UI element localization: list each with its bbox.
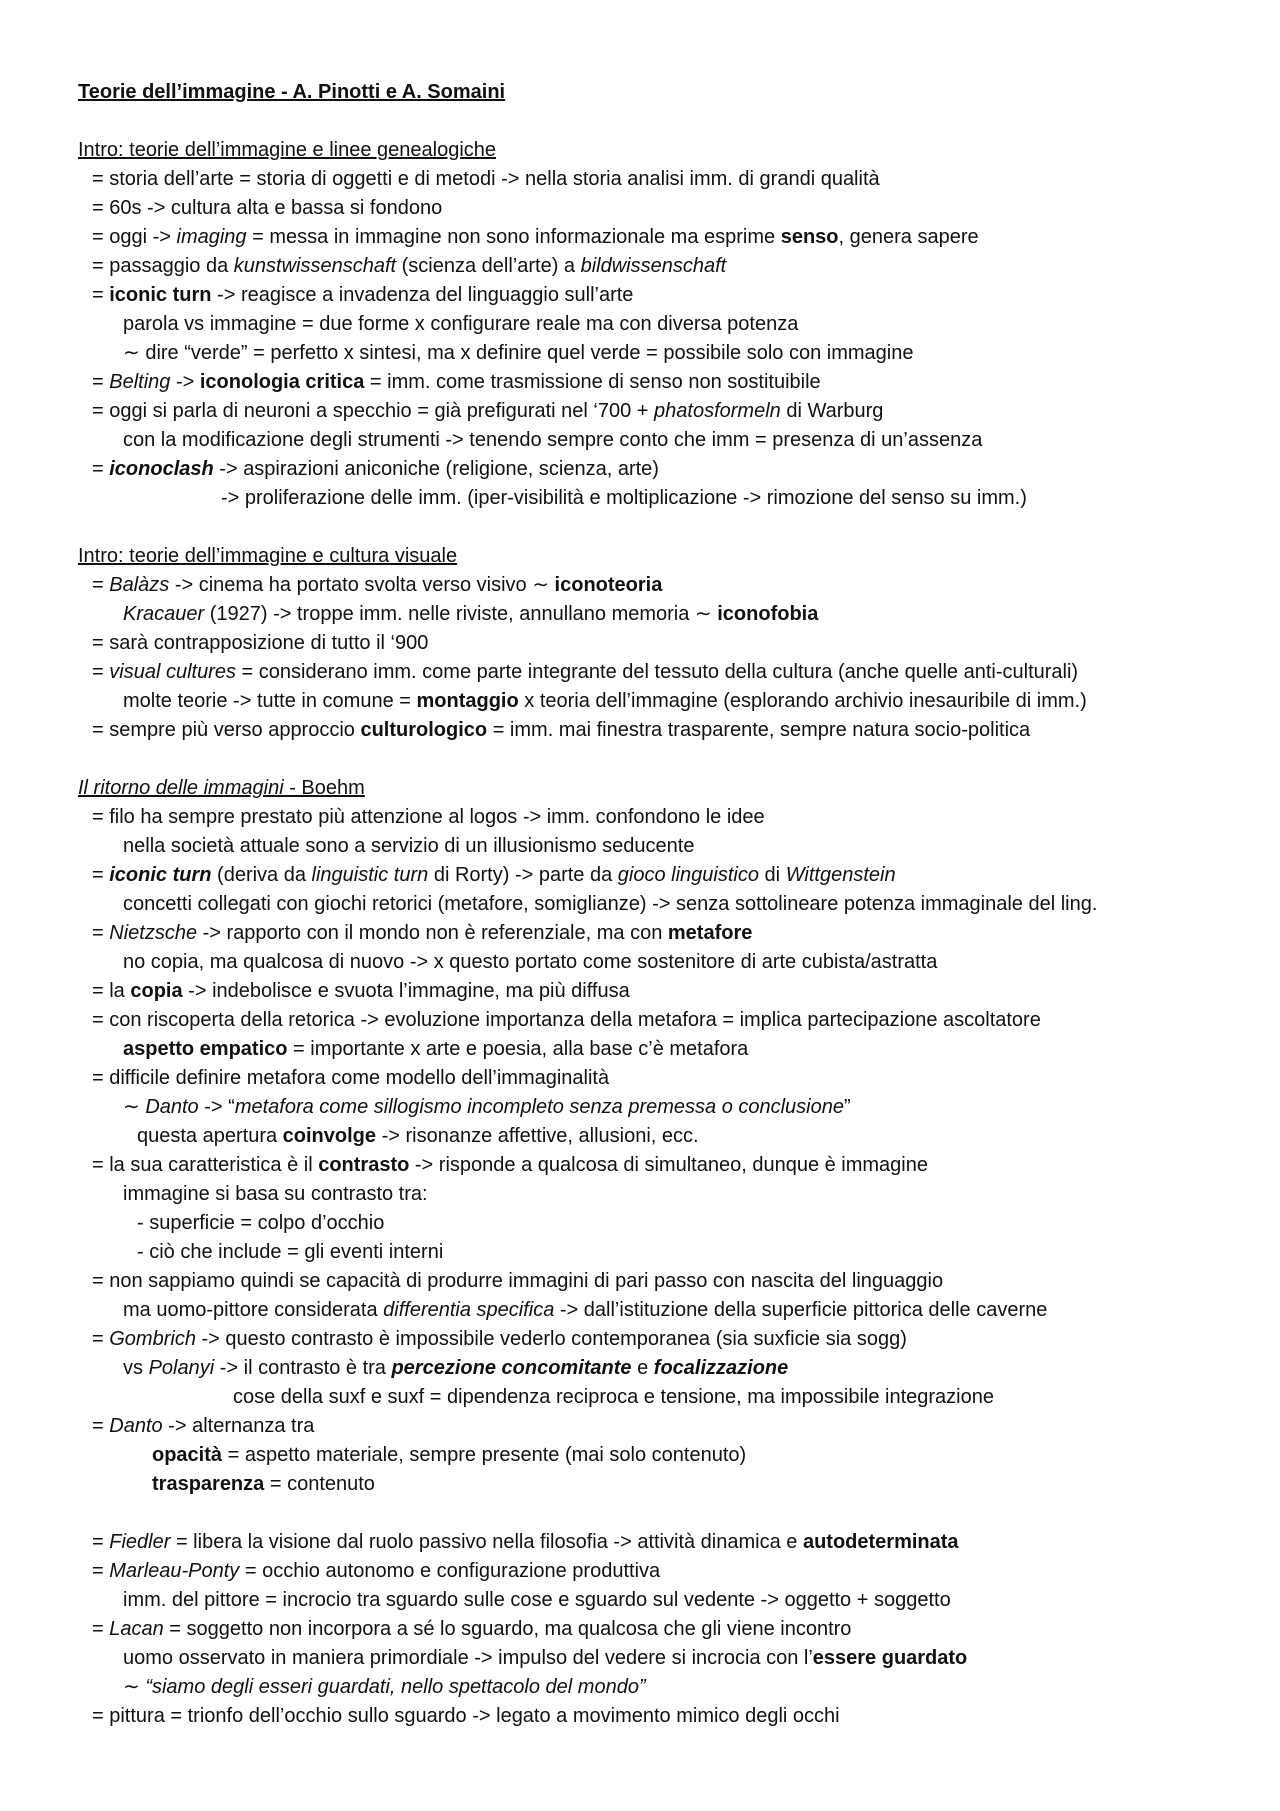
note-line: = iconoclash -> aspirazioni aniconiche (religione, scienza, arte) — [92, 458, 659, 480]
section-heading-genealogiche: Intro: teorie dell’immagine e linee genealogiche — [78, 139, 497, 161]
note-line: questa apertura coinvolge -> risonanze affettive, allusioni, ecc. — [137, 1125, 699, 1147]
note-line: ma uomo-pittore considerata differentia specifica -> dall’istituzione della superficie pittorica delle caverne — [123, 1299, 1048, 1321]
note-line: = Marleau-Ponty = occhio autonomo e configurazione produttiva — [92, 1560, 661, 1582]
note-line: = iconic turn -> reagisce a invadenza del linguaggio sull’arte — [92, 284, 634, 306]
note-line: imm. del pittore = incrocio tra sguardo sulle cose e sguardo sul vedente -> oggetto + soggetto — [123, 1589, 951, 1611]
note-line: = la copia -> indebolisce e svuota l’immagine, ma più diffusa — [92, 980, 630, 1002]
section-heading-cultura-visuale: Intro: teorie dell’immagine e cultura visuale — [78, 545, 458, 567]
note-line: immagine si basa su contrasto tra: — [123, 1183, 428, 1205]
note-line: = filo ha sempre prestato più attenzione al logos -> imm. confondono le idee — [92, 806, 765, 828]
note-line: = Lacan = soggetto non incorpora a sé lo sguardo, ma qualcosa che gli viene incontro — [92, 1618, 852, 1640]
note-line: molte teorie -> tutte in comune = montaggio x teoria dell’immagine (esplorando archivio inesauribile di imm.) — [123, 690, 1087, 712]
note-line: = iconic turn (deriva da linguistic turn di Rorty) -> parte da gioco linguistico di Wittgenstein — [92, 864, 896, 886]
note-line: = con riscoperta della retorica -> evoluzione importanza della metafora = implica partecipazione ascoltatore — [92, 1009, 1041, 1031]
note-line: cose della suxf e suxf = dipendenza reciproca e tensione, ma impossibile integrazione — [233, 1386, 994, 1408]
document-page — [78, 78, 1228, 1731]
note-line: trasparenza = contenuto — [152, 1473, 375, 1495]
note-line: - superficie = colpo d’occhio — [137, 1212, 385, 1234]
note-line: aspetto empatico = importante x arte e poesia, alla base c’è metafora — [123, 1038, 749, 1060]
note-line: = la sua caratteristica è il contrasto -> risponde a qualcosa di simultaneo, dunque è immagine — [92, 1154, 928, 1176]
note-line: ∼ “siamo degli esseri guardati, nello spettacolo del mondo” — [123, 1676, 646, 1698]
note-line: = sempre più verso approccio culturologico = imm. mai finestra trasparente, sempre natura socio-politica — [92, 719, 1031, 741]
note-line: = Gombrich -> questo contrasto è impossibile vederlo contemporanea (sia suxficie sia sogg) — [92, 1328, 907, 1350]
note-line: uomo osservato in maniera primordiale -> impulso del vedere si incrocia con l’essere guardato — [123, 1647, 968, 1669]
note-line: = Balàzs -> cinema ha portato svolta verso visivo ∼ iconoteoria — [92, 574, 663, 596]
note-line: Kracauer (1927) -> troppe imm. nelle riviste, annullano memoria ∼ iconofobia — [123, 603, 819, 625]
note-line: = oggi -> imaging = messa in immagine non sono informazionale ma esprime senso, genera sapere — [92, 226, 979, 248]
note-line: = Danto -> alternanza tra — [92, 1415, 315, 1437]
note-line: = pittura = trionfo dell’occhio sullo sguardo -> legato a movimento mimico degli occhi — [92, 1705, 840, 1727]
note-line: = difficile definire metafora come modello dell’immaginalità — [92, 1067, 610, 1089]
note-line: con la modificazione degli strumenti -> tenendo sempre conto che imm = presenza di un’assenza — [123, 429, 983, 451]
note-line: - ciò che include = gli eventi interni — [137, 1241, 444, 1263]
note-line: opacità = aspetto materiale, sempre presente (mai solo contenuto) — [152, 1444, 747, 1466]
note-line: ∼ Danto -> “metafora come sillogismo incompleto senza premessa o conclusione” — [123, 1096, 851, 1118]
note-line: = Nietzsche -> rapporto con il mondo non è referenziale, ma con metafore — [92, 922, 753, 944]
section-heading-boehm: Il ritorno delle immagini - Boehm — [78, 777, 365, 799]
note-line: = passaggio da kunstwissenschaft (scienza dell’arte) a bildwissenschaft — [92, 255, 727, 277]
note-line: = sarà contrapposizione di tutto il ‘900 — [92, 632, 429, 654]
note-line: vs Polanyi -> il contrasto è tra percezione concomitante e focalizzazione — [123, 1357, 789, 1379]
note-line: nella società attuale sono a servizio di un illusionismo seducente — [123, 835, 695, 857]
note-line: parola vs immagine = due forme x configurare reale ma con diversa potenza — [123, 313, 799, 335]
note-line: ∼ dire “verde” = perfetto x sintesi, ma x definire quel verde = possibile solo con immagine — [123, 342, 914, 364]
note-line: = Fiedler = libera la visione dal ruolo passivo nella filosofia -> attività dinamica e autodeterminata — [92, 1531, 959, 1553]
note-line: = 60s -> cultura alta e bassa si fondono — [92, 197, 443, 219]
document-title: Teorie dell’immagine - A. Pinotti e A. Somaini — [78, 81, 506, 103]
note-line: concetti collegati con giochi retorici (metafore, somiglianze) -> senza sottolineare potenza immaginale del ling. — [123, 893, 1098, 915]
note-line: = Belting -> iconologia critica = imm. come trasmissione di senso non sostituibile — [92, 371, 821, 393]
note-line: no copia, ma qualcosa di nuovo -> x questo portato come sostenitore di arte cubista/astratta — [123, 951, 938, 973]
note-line: = oggi si parla di neuroni a specchio = già prefigurati nel ‘700 + phatosformeln di Warburg — [92, 400, 884, 422]
note-line: = storia dell’arte = storia di oggetti e di metodi -> nella storia analisi imm. di grandi qualità — [92, 168, 880, 190]
note-line: = visual cultures = considerano imm. come parte integrante del tessuto della cultura (anche quelle anti-culturali) — [92, 661, 1079, 683]
note-line: -> proliferazione delle imm. (iper-visibilità e moltiplicazione -> rimozione del senso su imm.) — [221, 487, 1027, 509]
note-line: = non sappiamo quindi se capacità di produrre immagini di pari passo con nascita del linguaggio — [92, 1270, 944, 1292]
